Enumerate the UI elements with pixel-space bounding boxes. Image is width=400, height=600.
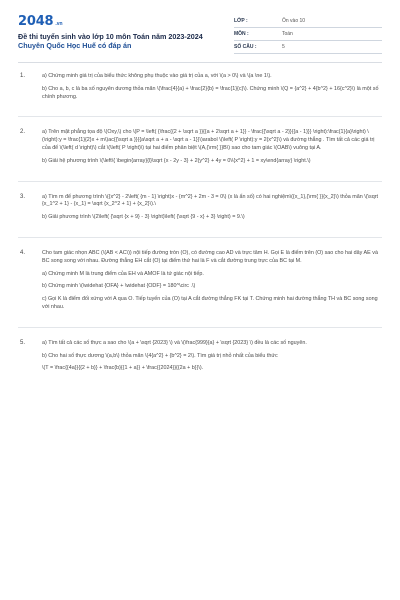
question-part: a) Chứng minh giá trị của biểu thức không phụ thuộc vào giá trị của a, với \(a > 0\) và \(a \ne 1\). bbox=[42, 73, 272, 79]
question-number: 1. bbox=[20, 73, 26, 79]
question-body bbox=[42, 250, 382, 317]
question-number: 2. bbox=[20, 129, 26, 136]
question-1 bbox=[18, 73, 382, 106]
document-header bbox=[18, 14, 382, 54]
meta-row-subject bbox=[234, 28, 382, 41]
document-title bbox=[18, 32, 203, 50]
logo-suffix: .vn bbox=[55, 21, 63, 27]
question-divider bbox=[18, 181, 382, 182]
meta-key: LỚP : bbox=[234, 18, 248, 24]
question-part: a) Tìm m để phương trình \({x^2} - 2\left( {m - 1} \right)x - {m^2} + 2m - 3 = 0\) (x là ẩn số) có hai nghiệm\({x_1},{\rm{ }}{x_2}\) thỏa mãn \(\sqrt {x_1^2 + 1} - {x_1} = \sqrt {x_2^2 + 1} + {x_2}\).\ bbox=[42, 193, 378, 208]
meta-table bbox=[234, 15, 382, 54]
header-divider bbox=[18, 62, 382, 63]
question-part: b) Giải hệ phương trình \(\left\{ \begin{array}{l}\sqrt {x - 2y - 3} + 2{y^2} + 4y = 0\\{x^2} + 1 = xy\end{array} \right.\) bbox=[42, 157, 311, 164]
logo-text: 2048 bbox=[18, 14, 54, 29]
question-body bbox=[42, 340, 382, 378]
question-2 bbox=[18, 129, 382, 170]
question-part: a) Chứng minh M là trung điểm của EH và AMOF là tứ giác nội tiếp. bbox=[42, 270, 204, 277]
meta-row-class bbox=[234, 15, 382, 28]
meta-value: 5 bbox=[282, 44, 285, 50]
meta-value: Ôn vào 10 bbox=[282, 18, 306, 24]
site-logo[interactable] bbox=[18, 14, 203, 29]
question-part: a) Trên mặt phẳng tọa độ \(Oxy,\) cho \(P = \left( {\frac{{2 + \sqrt a }}{{a + 2\sqrt a + 1}} - \frac{{\sqrt a - 2}}{{a - 1}}} \right):\frac{1}{a}\right) \(\right):y = \frac{1}{2}x + m\)ac{{\sqrt a }}{{a\sqrt a + a - \sqrt a - 1}}\)arabol \(\left( P \right):y = 2{x^2}\) và đường thẳng . Tìm tất cả các giá trị của để \(\left( d \right)\) cắt \(\left( P \right)\) tại hai điểm phân biệt \(A,{\rm{ }}B\) sao cho tam giác \(OAB\) vuông tại A. bbox=[42, 129, 375, 151]
question-5 bbox=[18, 340, 382, 378]
question-part: c) Gọi K là điểm đối xứng với A qua O. Tiếp tuyến của (O) tại A cắt đường thẳng FK tại T. Chứng minh hai đường thẳng TH và BC song song với nhau. bbox=[42, 296, 378, 310]
question-part: Cho tam giác nhọn ABC (\(AB < AC\)) nội tiếp đường tròn (O), có đường cao AD và trực tâm H. Gọi E là điểm trên (O) sao cho hai dây AE và BC song song với nhau. Đường thẳng EH cắt (O) tại điểm thứ hai là F và cắt đường trung trực của BC tại M. bbox=[42, 249, 378, 264]
question-divider bbox=[18, 237, 382, 238]
question-part: b) Chứng minh \(\widehat {OFA} + \widehat {ODF} = 180^\circ .\) bbox=[42, 283, 196, 290]
question-part: \(T = \frac{{4a}}{{2 + b}} + \frac{b}{{1 + a}} + \frac{{2024}}{{2a + b}}\). bbox=[42, 365, 204, 372]
title-line-2: Chuyên Quốc Học Huế có đáp án bbox=[18, 41, 132, 50]
meta-row-count bbox=[234, 41, 382, 54]
question-part: b) Giải phương trình \(2\left( {\sqrt {x + 9} - 3} \right)\left( {\sqrt {9 - x} + 3} \right) = 9.\) bbox=[42, 214, 245, 221]
question-body bbox=[42, 194, 382, 227]
question-body bbox=[42, 73, 382, 106]
question-4 bbox=[18, 250, 382, 317]
title-line-1: Đề thi tuyển sinh vào lớp 10 môn Toán năm 2023-2024 bbox=[18, 32, 203, 41]
question-part: b) Cho hai số thực dương \(a,b\) thỏa mãn \(4{a^2} + {b^2} = 2\). Tìm giá trị nhỏ nhất của biểu thức bbox=[42, 352, 278, 359]
question-3 bbox=[18, 194, 382, 227]
meta-value: Toán bbox=[282, 31, 293, 37]
question-number: 3. bbox=[20, 193, 26, 200]
question-number: 5. bbox=[20, 339, 26, 346]
meta-key: SỐ CÂU : bbox=[234, 44, 257, 50]
question-part: b) Cho a, b, c là ba số nguyên dương thỏa mãn \(\frac{4}{a} + \frac{2}{b} = \frac{1}{c}\). Chứng minh \(Q = {a^2} + 4{b^2} + 16{c^2}\) là một số chính phương. bbox=[42, 85, 379, 100]
question-body bbox=[42, 129, 382, 170]
question-divider bbox=[18, 327, 382, 328]
question-part: a) Tìm tất cả các số thực a sao cho \(a + \sqrt {2023} \) và \(\frac{999}{a} + \sqrt {2023} \) đều là các số nguyên. bbox=[42, 339, 307, 346]
header-left bbox=[18, 14, 203, 50]
question-number: 4. bbox=[20, 249, 26, 256]
question-divider bbox=[18, 116, 382, 117]
meta-key: MÔN : bbox=[234, 31, 249, 37]
